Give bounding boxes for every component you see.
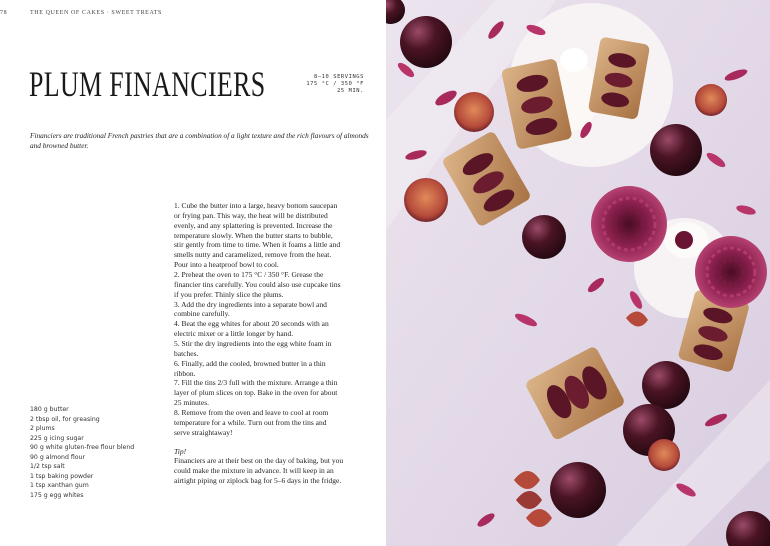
ingredient: 175 g egg whites: [30, 491, 84, 499]
ingredient-list: [30, 405, 134, 500]
ingredient: 90 g white gluten-free flour blend: [30, 444, 135, 452]
ingredient: 2 tbsp oil, for greasing: [30, 415, 100, 423]
financiers-photo: [386, 0, 770, 546]
ingredient: 90 g almond flour: [30, 453, 86, 461]
step: 8. Remove from the oven and leave to cool at room temperature for a while. Turn out from the tins and serve straightaway!: [174, 408, 329, 437]
step: 4. Beat the egg whites for about 20 seconds with an electric mixer or a little longer by hand.: [174, 319, 329, 339]
recipe-title: PLUM FINANCIERS: [29, 64, 266, 104]
plum: [550, 462, 606, 518]
dahlia-flower: [695, 236, 767, 308]
recipe-intro: Financiers are traditional French pastries that are a combination of a light texture and the rich flavours of almonds and browned butter.: [30, 131, 369, 150]
flower-bud: [675, 231, 693, 249]
plum: [522, 215, 566, 259]
plum-half: [648, 439, 680, 471]
plum: [650, 124, 702, 176]
ingredient: 1 tsp xanthan gum: [30, 482, 89, 490]
method-steps: [174, 201, 344, 486]
page-number: 78: [0, 10, 8, 16]
step: 1. Cube the butter into a large, heavy bottom saucepan or frying pan. This way, the heat will be distributed evenly, and any splattering is prevented. Increase the temperature slowly. When the butter starts to bubble, stir gently from time to time. When it foams a little and smells nutty and caramelized, remove from the heat. Pour into a heatproof bowl to cool.: [174, 201, 341, 270]
plum: [400, 16, 452, 68]
recipe-meta: [306, 74, 364, 95]
dahlia-flower: [591, 186, 667, 262]
ingredient: 2 plums: [30, 425, 55, 433]
step: 7. Fill the tins 2/3 full with the mixture. Arrange a thin layer of plum slices on top. Bake in the oven for about 25 minutes.: [174, 378, 338, 408]
step: 5. Stir the dry ingredients into the egg white foam in batches.: [174, 339, 332, 358]
plum: [642, 361, 690, 409]
ingredient: 1/2 tsp salt: [30, 463, 65, 471]
ingredient: 1 tsp baking powder: [30, 472, 94, 480]
servings: 8–10 SERVINGS: [314, 74, 364, 80]
bake-time: 25 MIN.: [337, 88, 364, 94]
photo-page: [386, 0, 770, 546]
step: 3. Add the dry ingredients into a separate bowl and combine carefully.: [174, 299, 327, 319]
running-title: THE QUEEN OF CAKES · SWEET TREATS: [30, 10, 162, 16]
tip-heading: Tip!: [174, 446, 187, 456]
plum-half: [404, 178, 448, 222]
step: 2. Preheat the oven to 175 °C / 350 °F. Grease the financier tins carefully. You could also use cupcake tins if you prefer. Thinly slice the plums.: [174, 270, 341, 299]
whipped-cream: [560, 48, 588, 72]
ingredient: 180 g butter: [30, 406, 69, 413]
tip-text: Financiers are at their best on the day of baking, but you could make the mixture in advance. It will keep in an airtight piping or ziplock bag for 5–6 days in the fridge.: [174, 456, 344, 486]
oven-temperature: 175 °C / 350 °F: [306, 81, 364, 87]
step: 6. Finally, add the cooled, browned butter in a thin ribbon.: [174, 358, 326, 378]
plum-half: [454, 92, 494, 132]
ingredient: 225 g icing sugar: [30, 434, 84, 442]
plum-half: [695, 84, 727, 116]
